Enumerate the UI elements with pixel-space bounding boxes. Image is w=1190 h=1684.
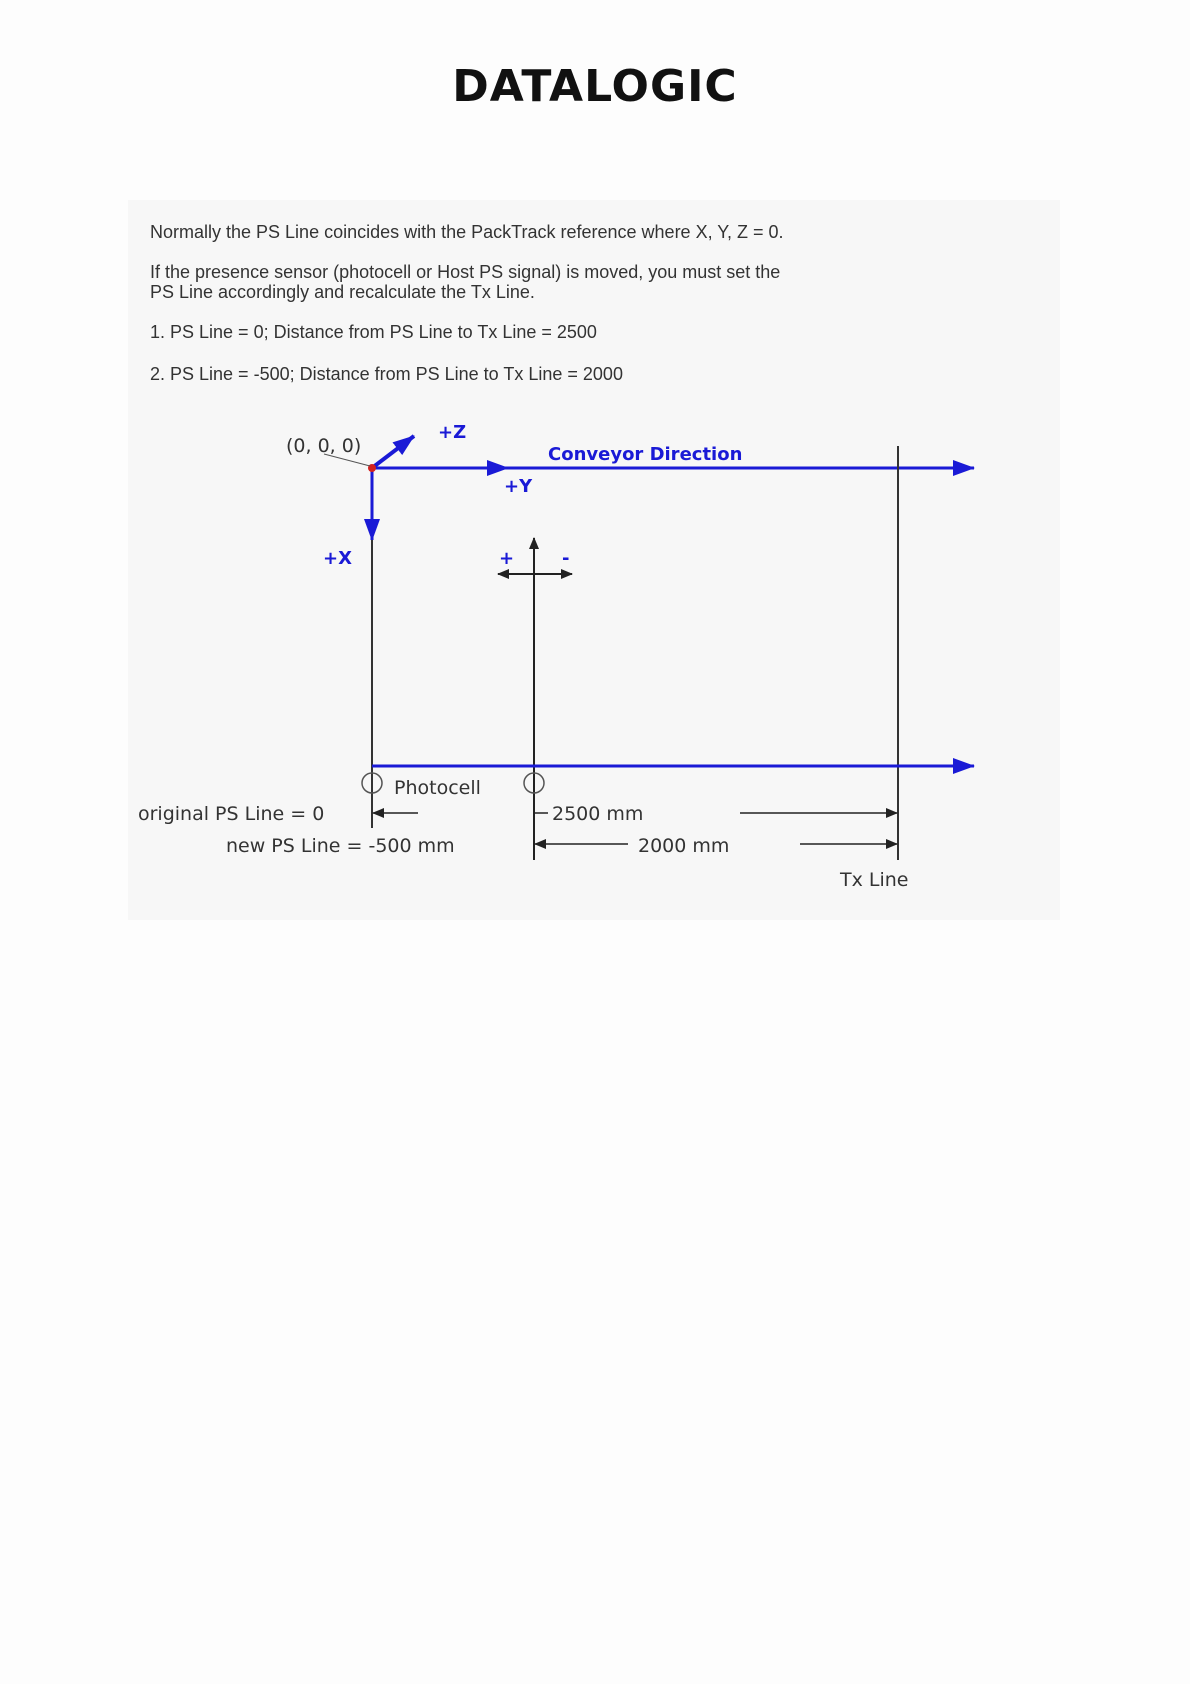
z-axis-arrow [372, 436, 414, 468]
intro-paragraph-2a: If the presence sensor (photocell or Host PS signal) is moved, you must set the [150, 262, 781, 282]
minus-direction-label: - [562, 548, 570, 569]
origin-point [368, 464, 376, 472]
photocell-label: Photocell [394, 777, 481, 799]
plus-direction-label: + [499, 548, 515, 569]
z-axis-label: +Z [438, 422, 467, 443]
distance-2500-label: 2500 mm [552, 803, 644, 825]
x-axis-label: +X [323, 548, 352, 569]
tx-line-label: Tx Line [840, 869, 909, 891]
list-item-2: 2. PS Line = -500; Distance from PS Line to Tx Line = 2000 [150, 364, 623, 384]
y-axis-label: +Y [504, 476, 533, 497]
packtrack-diagram [128, 200, 1060, 920]
logo-text: DATALOGIC [452, 61, 738, 112]
intro-paragraph-1: Normally the PS Line coincides with the PackTrack reference where X, Y, Z = 0. [150, 222, 784, 242]
distance-2000-label: 2000 mm [638, 835, 730, 857]
list-item-1: 1. PS Line = 0; Distance from PS Line to Tx Line = 2500 [150, 322, 597, 342]
datalogic-logo [0, 55, 1190, 115]
new-ps-line-label: new PS Line = -500 mm [226, 835, 455, 857]
conveyor-direction-label: Conveyor Direction [548, 444, 743, 465]
intro-paragraph-2b: PS Line accordingly and recalculate the Tx Line. [150, 282, 535, 302]
original-ps-line-label: original PS Line = 0 [138, 803, 325, 825]
figure-panel [128, 200, 1060, 920]
origin-label: (0, 0, 0) [286, 435, 362, 457]
